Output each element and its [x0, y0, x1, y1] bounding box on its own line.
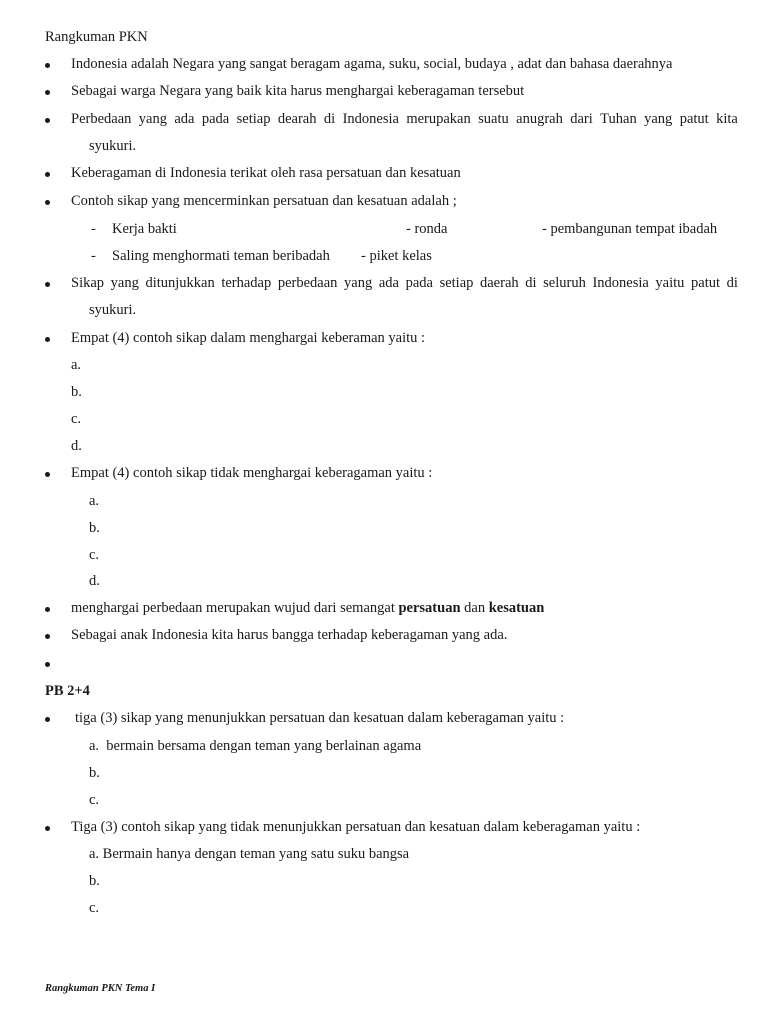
letter-item: b.: [89, 765, 100, 781]
word: yaitu: [655, 275, 685, 291]
letter-item: b.: [71, 384, 82, 400]
word: pada: [201, 111, 230, 127]
letter-item: c.: [89, 547, 100, 563]
list-item-continuation: syukuri.: [89, 138, 137, 154]
list-item-continuation: syukuri.: [89, 302, 137, 318]
word: anugrah: [516, 111, 563, 127]
list-item: [71, 599, 544, 617]
word: yang: [644, 111, 673, 127]
list-item: Contoh sikap yang mencerminkan persatuan dan kesatuan adalah ;: [71, 193, 457, 209]
bold-term-kesatuan: kesatuan: [488, 600, 545, 616]
bullet-icon: [45, 172, 50, 177]
word: suatu: [478, 111, 509, 127]
word: kita: [716, 111, 738, 127]
word: ada: [174, 111, 195, 127]
list-item: Keberagaman di Indonesia terikat oleh rasa persatuan dan kesatuan: [71, 165, 461, 181]
word: dearah: [277, 111, 317, 127]
sub-item: - ronda: [406, 221, 448, 237]
word: terhadap: [221, 275, 272, 291]
bold-term-persatuan: persatuan: [398, 600, 461, 616]
letter-item: a. Bermain hanya dengan teman yang satu suku bangsa: [89, 846, 410, 862]
word: setiap: [439, 275, 474, 291]
dash-marker: -: [91, 221, 96, 237]
word: Perbedaan: [71, 111, 132, 127]
list-item: Sebagai warga Negara yang baik kita harus menghargai keberagaman tersebut: [71, 83, 525, 99]
list-item-justified-line: [71, 274, 738, 292]
bullet-icon: [45, 717, 50, 722]
sub-item: Kerja bakti: [112, 221, 177, 237]
word: yang: [344, 275, 373, 291]
word: Indonesia: [592, 275, 649, 291]
word: seluruh: [543, 275, 586, 291]
word: merupakan: [406, 111, 471, 127]
letter-item: c.: [89, 900, 100, 916]
sub-item: Saling menghormati teman beribadah: [112, 248, 330, 264]
bullet-icon: [45, 200, 50, 205]
bullet-icon: [45, 826, 50, 831]
word: yang: [138, 111, 167, 127]
word: Indonesia: [342, 111, 399, 127]
text-run: dan: [460, 600, 489, 616]
word: Tuhan: [600, 111, 637, 127]
document-title: Rangkuman PKN: [45, 29, 148, 45]
sub-item: - pembangunan tempat ibadah: [542, 221, 718, 237]
bullet-icon: [45, 634, 50, 639]
list-item: tiga (3) sikap yang menunjukkan persatuan dan kesatuan dalam keberagaman yaitu :: [75, 710, 565, 726]
list-item: Sebagai anak Indonesia kita harus bangga terhadap keberagaman yang ada.: [71, 627, 508, 643]
page-footer: Rangkuman PKN Tema I: [45, 983, 156, 994]
word: ada: [378, 275, 399, 291]
word: ditunjukkan: [145, 275, 215, 291]
word: daerah: [480, 275, 519, 291]
dash-marker: -: [91, 248, 96, 264]
word: patut: [691, 275, 721, 291]
bullet-icon: [45, 337, 50, 342]
text-run: menghargai perbedaan merupakan wujud dari semangat: [71, 600, 399, 616]
word: perbedaan: [277, 275, 338, 291]
letter-item: b.: [89, 873, 100, 889]
word: di: [323, 111, 336, 127]
bullet-icon: [45, 63, 50, 68]
word: pada: [405, 275, 433, 291]
list-item: Tiga (3) contoh sikap yang tidak menunjukkan persatuan dan kesatuan dalam keberagaman yaitu :: [71, 819, 641, 835]
letter-item: c.: [89, 792, 100, 808]
sub-item: - piket kelas: [361, 248, 432, 264]
bullet-icon: [45, 607, 50, 612]
bullet-icon: [45, 282, 50, 287]
bullet-icon: [45, 662, 50, 667]
word: di: [525, 275, 537, 291]
letter-item: a.: [89, 493, 100, 509]
word: yang: [110, 275, 139, 291]
letter-item: c.: [71, 411, 82, 427]
letter-item: a.: [71, 357, 82, 373]
letter-item: b.: [89, 520, 100, 536]
list-item: Indonesia adalah Negara yang sangat beragam agama, suku, social, budaya , adat dan bahasa daerahnya: [71, 56, 673, 72]
list-item-justified-line: [71, 110, 738, 128]
word: patut: [679, 111, 709, 127]
list-item: Empat (4) contoh sikap tidak menghargai keberagaman yaitu :: [71, 465, 433, 481]
list-item: Empat (4) contoh sikap dalam menghargai keberaman yaitu :: [71, 330, 426, 346]
word: di: [726, 275, 738, 291]
word: Sikap: [71, 275, 105, 291]
bullet-icon: [45, 472, 50, 477]
word: dari: [570, 111, 593, 127]
letter-item: d.: [71, 438, 82, 454]
letter-item: a. bermain bersama dengan teman yang berlainan agama: [89, 738, 422, 754]
bullet-icon: [45, 90, 50, 95]
section-heading: PB 2+4: [45, 683, 90, 699]
letter-item: d.: [89, 573, 100, 589]
word: setiap: [236, 111, 271, 127]
bullet-icon: [45, 118, 50, 123]
